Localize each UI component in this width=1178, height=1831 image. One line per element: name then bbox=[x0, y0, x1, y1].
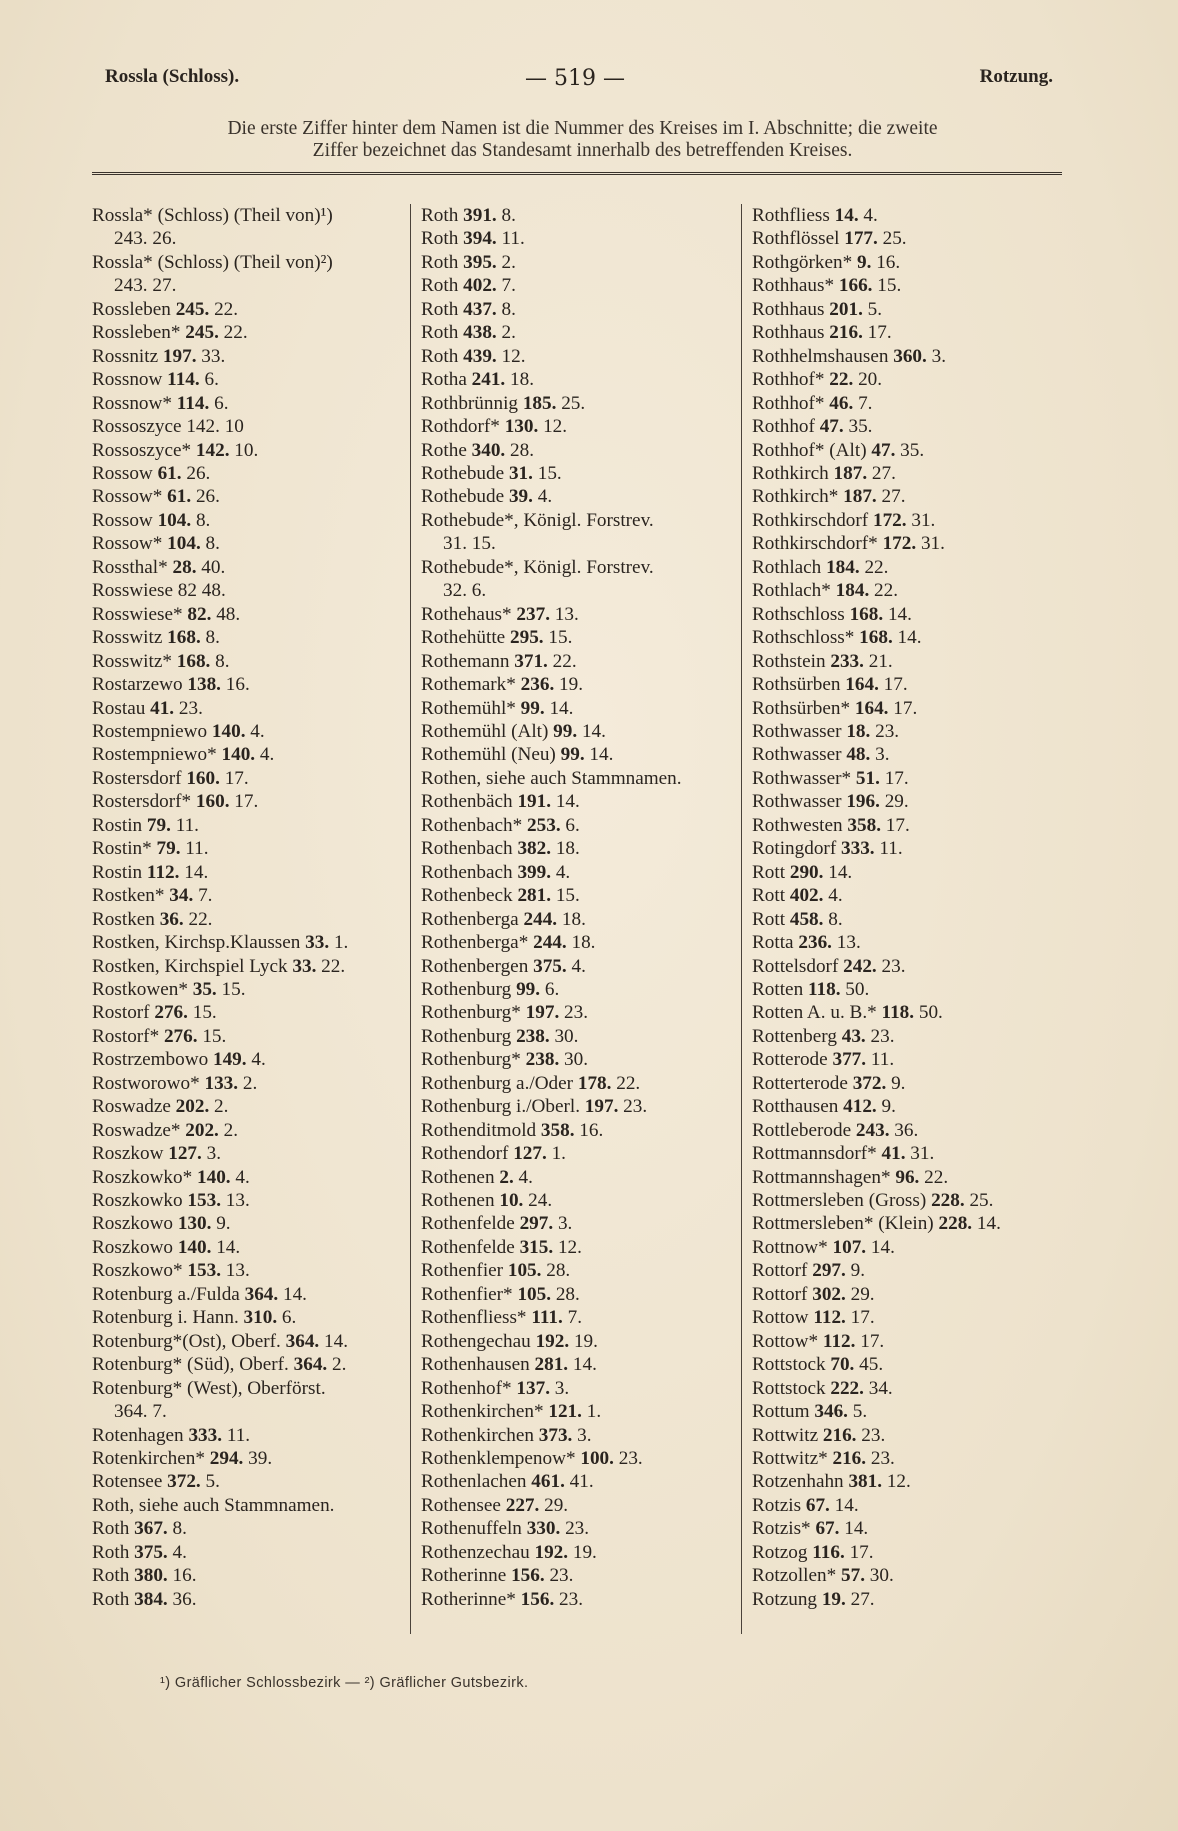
intro-note bbox=[95, 118, 1070, 162]
header-last-entry: Rotzung. bbox=[979, 66, 1053, 87]
index-entry: Roth 394. 11. bbox=[421, 228, 525, 250]
index-entry: Rostkowen* 35. 15. bbox=[92, 978, 246, 1000]
index-entry: Rothehütte 295. 15. bbox=[421, 627, 573, 649]
index-entry: Rothhof* 22. 20. bbox=[752, 369, 883, 391]
index-entry: Rossthal* 28. 40. bbox=[92, 556, 226, 578]
column-divider bbox=[741, 204, 742, 1634]
header-first-entry: Rossla (Schloss). bbox=[105, 66, 240, 87]
page-header bbox=[0, 66, 1178, 96]
index-entry: Roswadze* 202. 2. bbox=[92, 1119, 239, 1141]
index-entry: Rothsürben* 164. 17. bbox=[752, 697, 918, 719]
index-entry: Rotten 118. 50. bbox=[752, 978, 870, 1000]
index-entry: Rothenburg* 238. 30. bbox=[421, 1049, 589, 1071]
column-divider bbox=[410, 204, 411, 1634]
index-entry: Rothenlachen 461. 41. bbox=[421, 1471, 594, 1493]
index-entry: Rottelsdorf 242. 23. bbox=[752, 955, 906, 977]
index-entry: Rothensee 227. 29. bbox=[421, 1494, 569, 1516]
index-entry: Rothgörken* 9. 16. bbox=[752, 251, 901, 273]
index-entry: Rothschloss* 168. 14. bbox=[752, 627, 922, 649]
index-entry: Rossoszyce 142. 10 bbox=[92, 416, 244, 438]
index-entry: Rottenberg 43. 23. bbox=[752, 1025, 895, 1047]
index-entry: Rothemühl (Neu) 99. 14. bbox=[421, 744, 614, 766]
index-entry: Rothhof* 46. 7. bbox=[752, 392, 873, 414]
index-column-1 bbox=[92, 204, 410, 1611]
index-entry: Rotzollen* 57. 30. bbox=[752, 1565, 894, 1587]
index-entry: Rosswitz* 168. 8. bbox=[92, 650, 230, 672]
index-entry: Rothenbach* 253. 6. bbox=[421, 814, 580, 836]
index-entry: Rottstock 222. 34. bbox=[752, 1377, 893, 1399]
index-entry: Rothenburg 99. 6. bbox=[421, 978, 560, 1000]
index-entry: Rotherinne* 156. 23. bbox=[421, 1588, 584, 1610]
index-entry: Rotterode 377. 11. bbox=[752, 1049, 895, 1071]
index-entry: Rossnow* 114. 6. bbox=[92, 392, 229, 414]
index-entry: Rostin 112. 14. bbox=[92, 861, 209, 883]
index-entry: Rothehaus* 237. 13. bbox=[421, 603, 579, 625]
index-entry: Roswadze 202. 2. bbox=[92, 1096, 229, 1118]
index-entry: Rostworowo* 133. 2. bbox=[92, 1072, 258, 1094]
index-entry: Rotzis* 67. 14. bbox=[752, 1518, 869, 1540]
index-column-2 bbox=[421, 204, 736, 1611]
index-entry: Rostempniewo 140. 4. bbox=[92, 720, 265, 742]
index-entry: Rothhaus* 166. 15. bbox=[752, 275, 902, 297]
index-entry: Rothlach* 184. 22. bbox=[752, 580, 899, 602]
index-entry: Rothsürben 164. 17. bbox=[752, 674, 908, 696]
index-entry: Rothendorf 127. 1. bbox=[421, 1143, 566, 1165]
index-entry: Rothkirschdorf 172. 31. bbox=[752, 509, 936, 531]
index-entry: Rott 290. 14. bbox=[752, 861, 853, 883]
index-entry: Rossow 104. 8. bbox=[92, 509, 211, 531]
index-column-3 bbox=[752, 204, 1082, 1611]
index-entry: Rostempniewo* 140. 4. bbox=[92, 744, 275, 766]
index-entry: Roth 380. 16. bbox=[92, 1565, 197, 1587]
index-entry: Rostin 79. 11. bbox=[92, 814, 199, 836]
index-entry: Rothhaus 201. 5. bbox=[752, 298, 883, 320]
index-entry: Rothenfliess* 111. 7. bbox=[421, 1307, 582, 1329]
index-entry: Rothenhausen 281. 14. bbox=[421, 1354, 597, 1376]
index-entry: Rothenbeck 281. 15. bbox=[421, 885, 580, 907]
index-entry: Roszkow 127. 3. bbox=[92, 1143, 221, 1165]
index-entry: Rotherinne 156. 23. bbox=[421, 1565, 574, 1587]
index-entry: Rothenhof* 137. 3. bbox=[421, 1377, 570, 1399]
index-entry: Rosswiese* 82. 48. bbox=[92, 603, 241, 625]
index-entry: Rossow 61. 26. bbox=[92, 462, 211, 484]
index-entry: Rothschloss 168. 14. bbox=[752, 603, 912, 625]
index-entry: Rothebude 31. 15. bbox=[421, 462, 562, 484]
index-entry: Roszkowko* 140. 4. bbox=[92, 1166, 250, 1188]
index-entry: Rossleben 245. 22. bbox=[92, 298, 239, 320]
index-entry: Rothenberga* 244. 18. bbox=[421, 932, 596, 954]
index-entry: Rossleben* 245. 22. bbox=[92, 322, 248, 344]
index-entry: Rotenkirchen* 294. 39. bbox=[92, 1448, 273, 1470]
index-entry: Rothenbach 399. 4. bbox=[421, 861, 571, 883]
index-entry: 364. 7. bbox=[114, 1401, 167, 1423]
index-entry: Rotenburg a./Fulda 364. 14. bbox=[92, 1283, 307, 1305]
index-entry: Rottow 112. 17. bbox=[752, 1307, 875, 1329]
index-entry: Rothenburg* 197. 23. bbox=[421, 1002, 589, 1024]
index-entry: Rottnow* 107. 14. bbox=[752, 1236, 895, 1258]
index-entry: Rottorf 297. 9. bbox=[752, 1260, 865, 1282]
index-entry: Rothwasser 196. 29. bbox=[752, 791, 909, 813]
index-entry: Rothebude 39. 4. bbox=[421, 486, 553, 508]
index-entry: Rothkirschdorf* 172. 31. bbox=[752, 533, 945, 555]
index-entry: Rostersdorf 160. 17. bbox=[92, 767, 249, 789]
index-entry: Rothflössel 177. 25. bbox=[752, 228, 907, 250]
index-entry: Rothemühl* 99. 14. bbox=[421, 697, 574, 719]
index-entry: Rostken* 34. 7. bbox=[92, 885, 213, 907]
index-entry: Rothenzechau 192. 19. bbox=[421, 1541, 597, 1563]
index-entry: Rostin* 79. 11. bbox=[92, 838, 209, 860]
index-entry: Rostarzewo 138. 16. bbox=[92, 674, 250, 696]
index-entry: Roth 375. 4. bbox=[92, 1541, 187, 1563]
index-entry: Rotta 236. 13. bbox=[752, 932, 861, 954]
index-entry: Rostersdorf* 160. 17. bbox=[92, 791, 259, 813]
index-entry: Rothemark* 236. 19. bbox=[421, 674, 584, 696]
index-entry: Rostken, Kirchsp.Klaussen 33. 1. bbox=[92, 932, 349, 954]
index-entry: Rothwasser* 51. 17. bbox=[752, 767, 909, 789]
index-entry: Rotenburg* (West), Oberförst. bbox=[92, 1377, 326, 1399]
index-entry: Rothenkirchen 373. 3. bbox=[421, 1424, 592, 1446]
index-entry: Roszkowo 140. 14. bbox=[92, 1236, 241, 1258]
index-entry: Rothhof* (Alt) 47. 35. bbox=[752, 439, 925, 461]
index-entry: Rossla* (Schloss) (Theil von)¹) bbox=[92, 205, 333, 226]
index-entry: Rothebude*, Königl. Forstrev. bbox=[421, 556, 654, 578]
index-entry: Rothenbäch 191. 14. bbox=[421, 791, 580, 813]
index-entry: Rothenberga 244. 18. bbox=[421, 908, 586, 930]
index-entry: Rossow* 104. 8. bbox=[92, 533, 220, 555]
index-entry: Rothenburg i./Oberl. 197. 23. bbox=[421, 1096, 648, 1118]
index-entry: Rothenbergen 375. 4. bbox=[421, 955, 586, 977]
index-entry: Rothenfier 105. 28. bbox=[421, 1260, 571, 1282]
index-entry: Rothenditmold 358. 16. bbox=[421, 1119, 604, 1141]
index-entry: Rothemann 371. 22. bbox=[421, 650, 577, 672]
index-entry: Rothbrünnig 185. 25. bbox=[421, 392, 586, 414]
index-entry: Roth, siehe auch Stammnamen. bbox=[92, 1494, 335, 1516]
index-entry: Rothhelmshausen 360. 3. bbox=[752, 345, 946, 367]
index-entry: Rotenburg*(Ost), Oberf. 364. 14. bbox=[92, 1330, 348, 1352]
index-entry: Rotten A. u. B.* 118. 50. bbox=[752, 1002, 943, 1024]
index-entry: Rothenfier* 105. 28. bbox=[421, 1283, 580, 1305]
index-entry: Rostorf* 276. 15. bbox=[92, 1025, 227, 1047]
index-entry: Roth 438. 2. bbox=[421, 322, 516, 344]
index-entry: Rothdorf* 130. 12. bbox=[421, 416, 568, 438]
index-entry: Rothenfelde 297. 3. bbox=[421, 1213, 573, 1235]
index-entry: Rosswiese 82 48. bbox=[92, 580, 226, 602]
page-number: — 519 — bbox=[525, 66, 625, 91]
index-entry: 31. 15. bbox=[443, 533, 496, 555]
index-entry: Rossla* (Schloss) (Theil von)²) bbox=[92, 251, 333, 273]
index-entry: Rott 402. 4. bbox=[752, 885, 843, 907]
index-entry: Rothwasser 48. 3. bbox=[752, 744, 890, 766]
index-entry: Rothstein 233. 21. bbox=[752, 650, 893, 672]
index-entry: Rothenfelde 315. 12. bbox=[421, 1236, 582, 1258]
index-entry: Rotensee 372. 5. bbox=[92, 1471, 220, 1493]
footnote: ¹) Gräflicher Schlossbezirk — ²) Gräflicher Gutsbezirk. bbox=[160, 1675, 529, 1691]
index-entry: Rothwesten 358. 17. bbox=[752, 814, 910, 836]
index-entry: Rothenen 2. 4. bbox=[421, 1166, 533, 1188]
index-entry: Roth 391. 8. bbox=[421, 205, 516, 226]
index-entry: Rottleberode 243. 36. bbox=[752, 1119, 919, 1141]
index-entry: Rottorf 302. 29. bbox=[752, 1283, 875, 1305]
index-entry: Rothenbach 382. 18. bbox=[421, 838, 580, 860]
index-entry: Rottwitz* 216. 23. bbox=[752, 1448, 895, 1470]
index-entry: Rossow* 61. 26. bbox=[92, 486, 220, 508]
index-entry: Rostau 41. 23. bbox=[92, 697, 203, 719]
index-entry: Roszkowo* 153. 13. bbox=[92, 1260, 250, 1282]
index-entry: Rotingdorf 333. 11. bbox=[752, 838, 903, 860]
index-entry: Rotzenhahn 381. 12. bbox=[752, 1471, 911, 1493]
header-rule bbox=[92, 172, 1062, 175]
index-entry: Rottstock 70. 45. bbox=[752, 1354, 884, 1376]
index-entry: Rottwitz 216. 23. bbox=[752, 1424, 886, 1446]
index-entry: Rostken, Kirchspiel Lyck 33. 22. bbox=[92, 955, 346, 977]
intro-line-1: Die erste Ziffer hinter dem Namen ist die Nummer des Kreises im I. Abschnitte; die zweite bbox=[227, 118, 938, 139]
index-entry: Rostorf 276. 15. bbox=[92, 1002, 217, 1024]
index-entry: Rothenburg 238. 30. bbox=[421, 1025, 579, 1047]
index-entry: Rottmannshagen* 96. 22. bbox=[752, 1166, 949, 1188]
index-entry: Rossnitz 197. 33. bbox=[92, 345, 226, 367]
index-entry: Roth 367. 8. bbox=[92, 1518, 187, 1540]
index-entry: Roszkowko 153. 13. bbox=[92, 1190, 250, 1212]
intro-line-2: Ziffer bezeichnet das Standesamt innerhalb des betreffenden Kreises. bbox=[312, 140, 853, 161]
index-entry: Rotthausen 412. 9. bbox=[752, 1096, 896, 1118]
index-entry: Rothemühl (Alt) 99. 14. bbox=[421, 720, 606, 742]
index-entry: Roth 402. 7. bbox=[421, 275, 516, 297]
index-entry: Rothkirch* 187. 27. bbox=[752, 486, 906, 508]
index-entry: Rothenburg a./Oder 178. 22. bbox=[421, 1072, 641, 1094]
index-entry: Rothe 340. 28. bbox=[421, 439, 534, 461]
index-entry: Rothfliess 14. 4. bbox=[752, 205, 878, 226]
index-entry: Rothenklempenow* 100. 23. bbox=[421, 1448, 643, 1470]
index-entry: Rottmersleben (Gross) 228. 25. bbox=[752, 1190, 994, 1212]
index-entry: Rottmersleben* (Klein) 228. 14. bbox=[752, 1213, 1001, 1235]
index-entry: Rostken 36. 22. bbox=[92, 908, 213, 930]
index-entry: Rostrzembowo 149. 4. bbox=[92, 1049, 266, 1071]
index-entry: Rottmannsdorf* 41. 31. bbox=[752, 1143, 935, 1165]
index-entry: Rotenhagen 333. 11. bbox=[92, 1424, 251, 1446]
index-entry: Rothhaus 216. 17. bbox=[752, 322, 892, 344]
index-entry: Rothwasser 18. 23. bbox=[752, 720, 900, 742]
index-entry: 243. 26. bbox=[114, 228, 177, 250]
index-entry: 243. 27. bbox=[114, 275, 177, 297]
index-entry: Rossoszyce* 142. 10. bbox=[92, 439, 259, 461]
index-entry: Rothhof 47. 35. bbox=[752, 416, 873, 438]
index-entry: Rossnow 114. 6. bbox=[92, 369, 219, 391]
index-entry: Rothebude*, Königl. Forstrev. bbox=[421, 509, 654, 531]
index-entry: Roszkowo 130. 9. bbox=[92, 1213, 231, 1235]
index-entry: Rosswitz 168. 8. bbox=[92, 627, 220, 649]
index-entry: Roth 384. 36. bbox=[92, 1588, 197, 1610]
index-entry: Rothenkirchen* 121. 1. bbox=[421, 1401, 602, 1423]
index-entry: Rottow* 112. 17. bbox=[752, 1330, 885, 1352]
index-entry: Rotzis 67. 14. bbox=[752, 1494, 859, 1516]
index-entry: Roth 437. 8. bbox=[421, 298, 516, 320]
index-entry: Rott 458. 8. bbox=[752, 908, 843, 930]
index-entry: Rothenen 10. 24. bbox=[421, 1190, 553, 1212]
index-entry: Rotterterode 372. 9. bbox=[752, 1072, 906, 1094]
index-entry: 32. 6. bbox=[443, 580, 487, 602]
index-entry: Roth 395. 2. bbox=[421, 251, 516, 273]
index-entry: Rotzog 116. 17. bbox=[752, 1541, 874, 1563]
index-entry: Rotenburg* (Süd), Oberf. 364. 2. bbox=[92, 1354, 347, 1376]
index-entry: Rottum 346. 5. bbox=[752, 1401, 868, 1423]
index-entry: Rothen, siehe auch Stammnamen. bbox=[421, 767, 682, 789]
index-entry: Rothkirch 187. 27. bbox=[752, 462, 896, 484]
index-entry: Rothengechau 192. 19. bbox=[421, 1330, 598, 1352]
index-entry: Rotzung 19. 27. bbox=[752, 1588, 875, 1610]
index-entry: Rotha 241. 18. bbox=[421, 369, 534, 391]
index-entry: Roth 439. 12. bbox=[421, 345, 526, 367]
index-entry: Rothenuffeln 330. 23. bbox=[421, 1518, 590, 1540]
index-entry: Rotenburg i. Hann. 310. 6. bbox=[92, 1307, 297, 1329]
index-entry: Rothlach 184. 22. bbox=[752, 556, 889, 578]
